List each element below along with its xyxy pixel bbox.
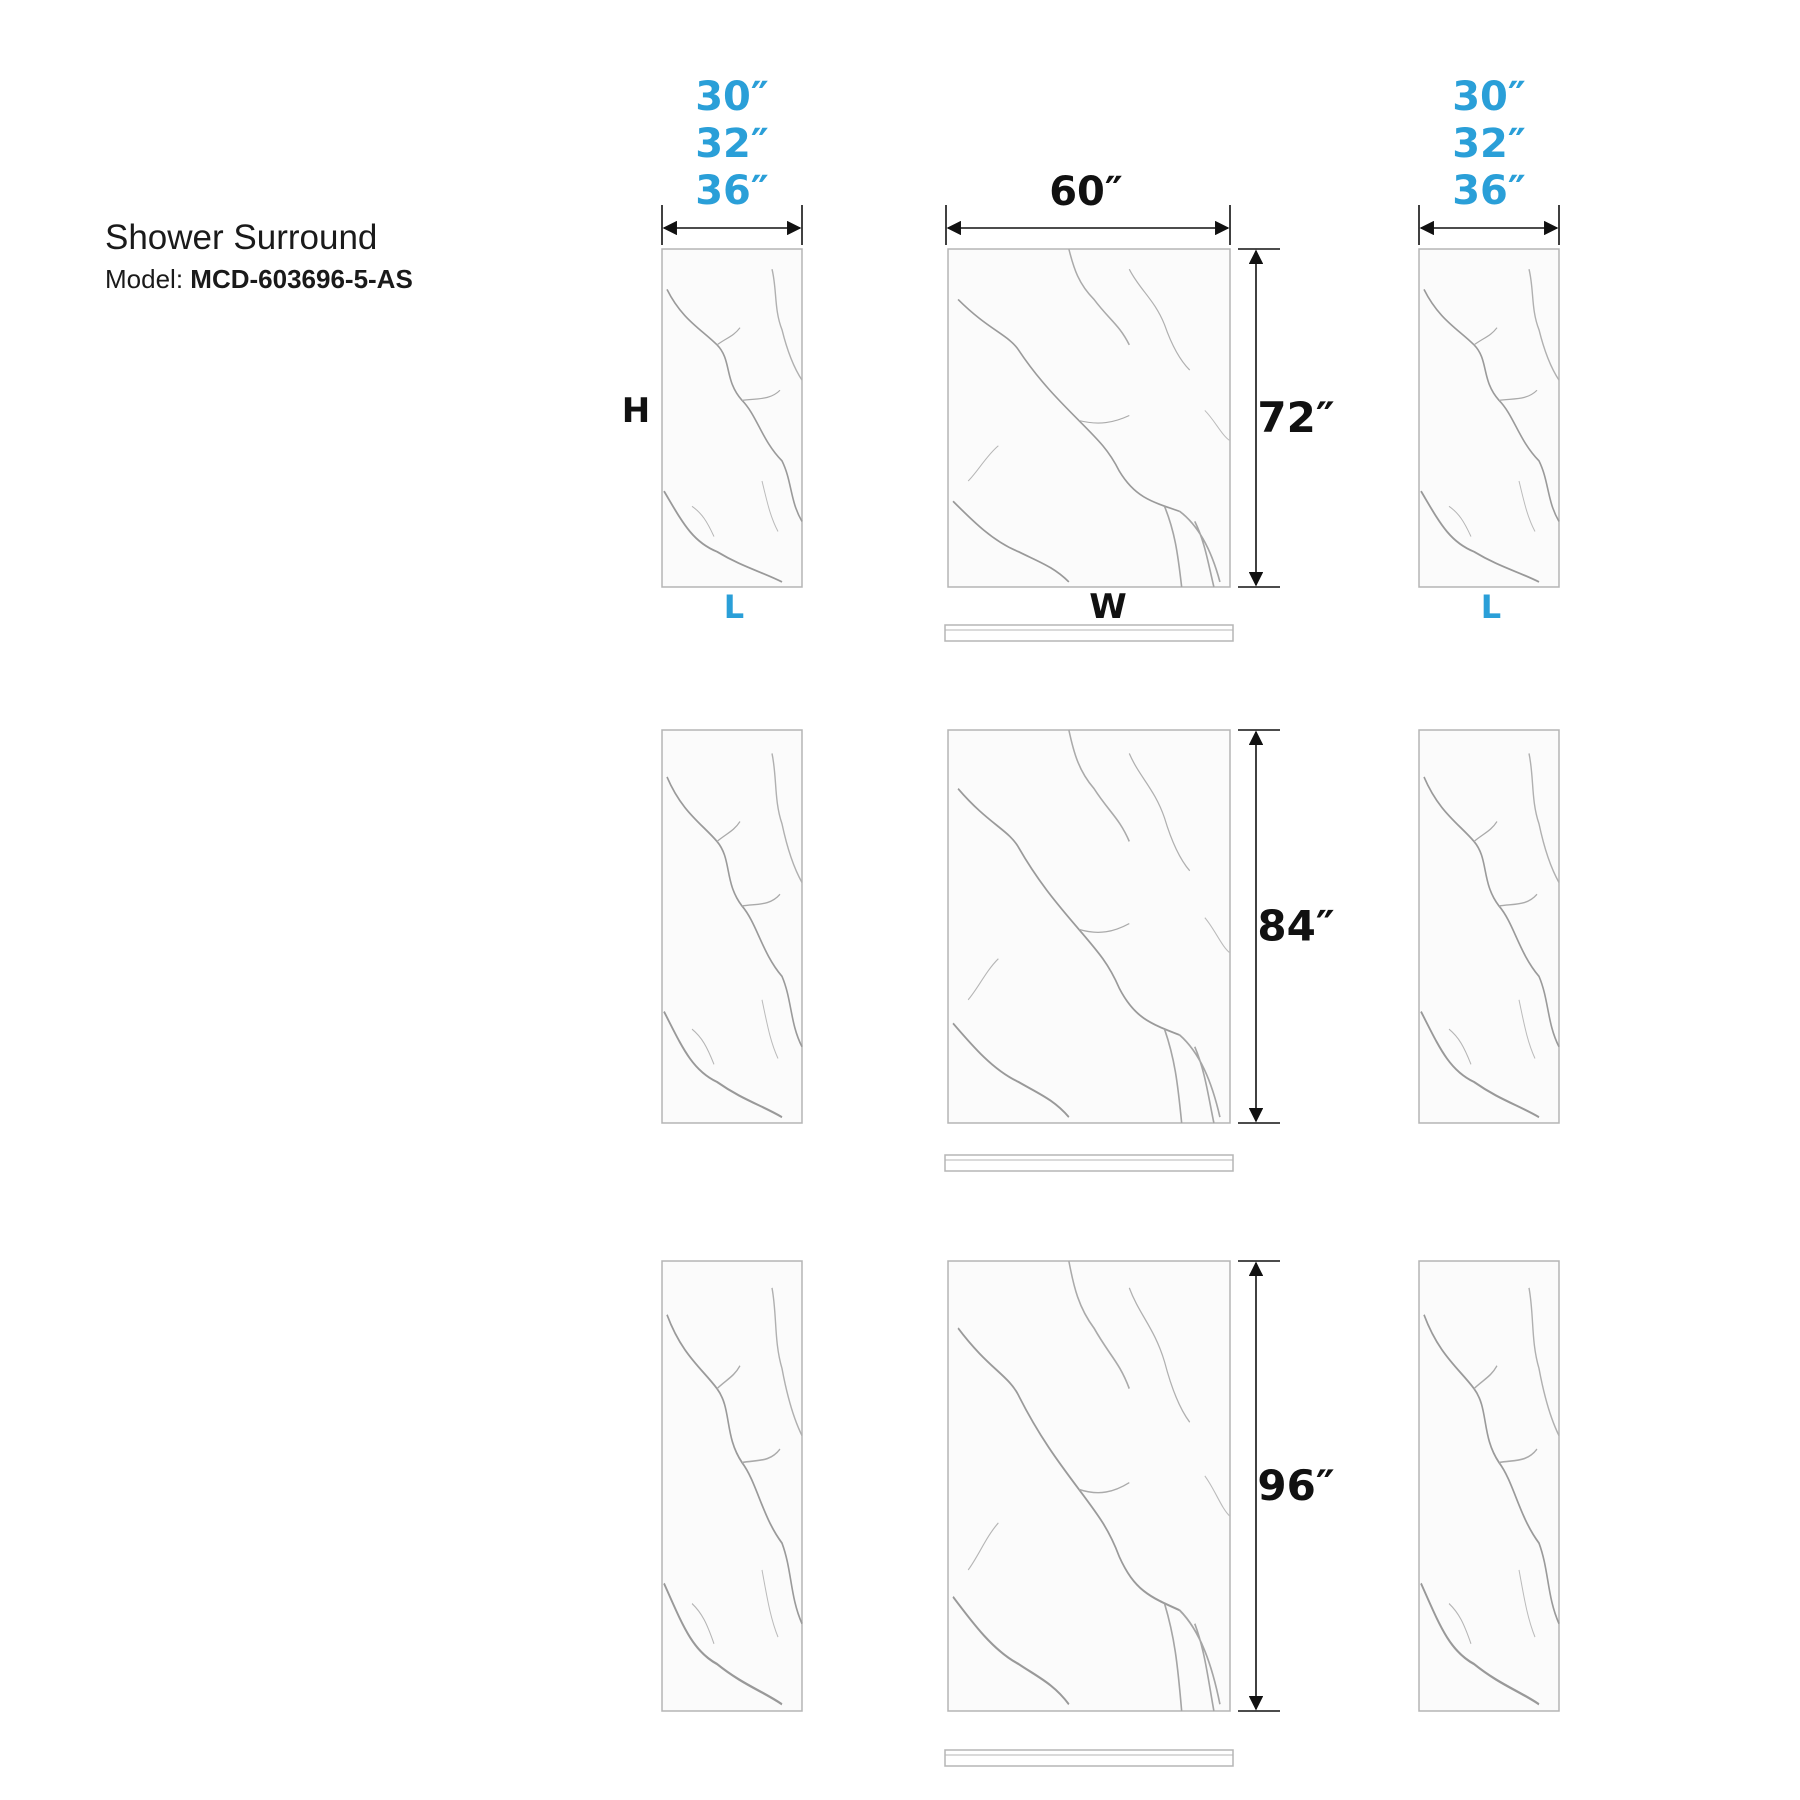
side-panel-right-2 (1419, 1261, 1559, 1711)
side-length-label-right-2: 36″ (1452, 168, 1526, 214)
side-length-label-left-1: 32″ (695, 121, 769, 167)
length-letter-right: L (1480, 588, 1502, 626)
page-title: Shower Surround (105, 218, 378, 257)
height-letter-label: H (621, 391, 651, 431)
model-number: MCD-603696-5-AS (190, 264, 413, 294)
trim-strip-0 (945, 625, 1233, 641)
side-panel-right-0 (1419, 249, 1559, 587)
length-letter-left: L (723, 588, 745, 626)
side-panel-right-1 (1419, 730, 1559, 1123)
height-label-2: 96″ (1257, 1461, 1335, 1510)
back-width-label: 60″ (1049, 169, 1123, 215)
width-letter-label: W (1089, 587, 1127, 627)
side-length-label-right-1: 32″ (1452, 121, 1526, 167)
side-length-label-left-0: 30″ (695, 74, 769, 120)
trim-strip-2 (945, 1750, 1233, 1766)
side-length-label-left-2: 36″ (695, 168, 769, 214)
side-panel-left-2 (662, 1261, 802, 1711)
side-length-label-right-0: 30″ (1452, 74, 1526, 120)
trim-strip-1 (945, 1155, 1233, 1171)
height-label-0: 72″ (1257, 393, 1335, 442)
side-panel-left-1 (662, 730, 802, 1123)
side-panel-left-0 (662, 249, 802, 587)
height-label-1: 84″ (1257, 901, 1335, 951)
model-label: Model: (105, 264, 184, 294)
